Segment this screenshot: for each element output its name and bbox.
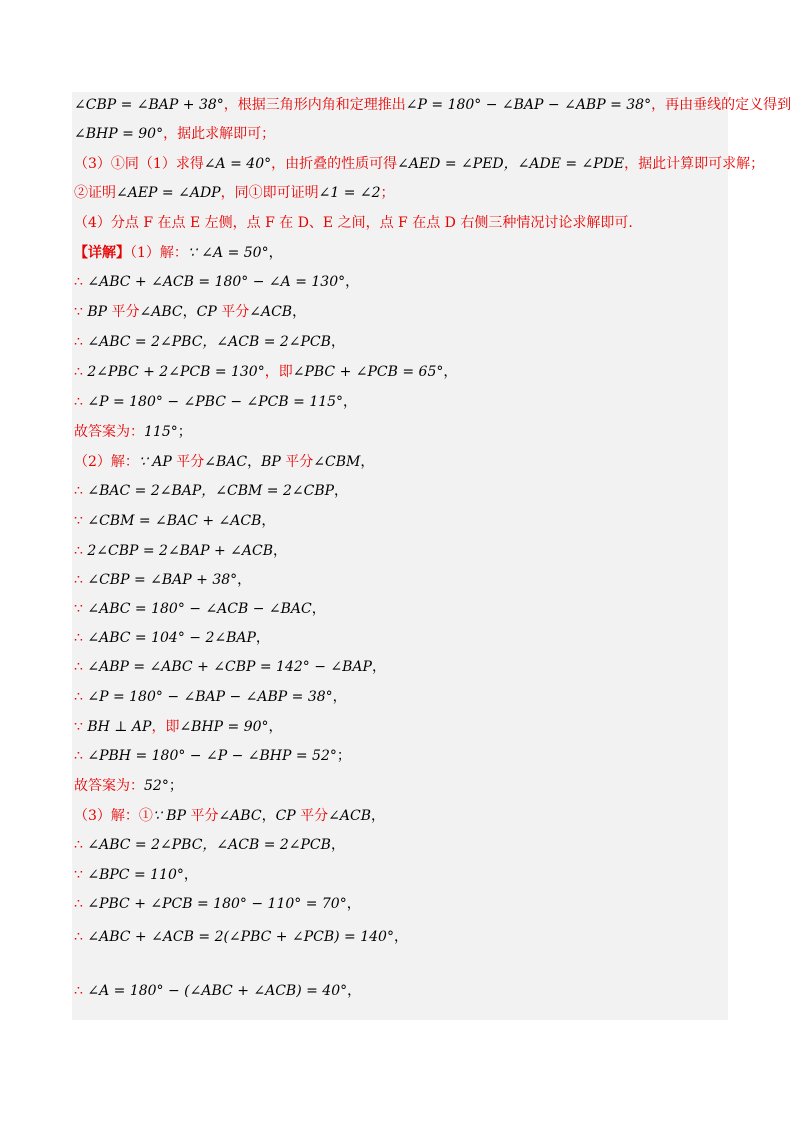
solution-line bbox=[74, 510, 728, 532]
solution-line bbox=[74, 421, 728, 443]
text-segment: ∵ bbox=[74, 867, 88, 883]
solution-line bbox=[74, 569, 728, 591]
solution-line bbox=[74, 480, 728, 502]
math-expression: ∠ABC = 2∠PBC，∠ACB = 2∠PCB bbox=[87, 837, 331, 853]
math-expression: ∠ABC = 2∠PBC，∠ACB = 2∠PCB bbox=[87, 334, 331, 350]
solution-line bbox=[74, 451, 728, 473]
text-segment: ∴ bbox=[74, 630, 88, 646]
solution-line bbox=[74, 540, 728, 562]
math-expression: ∠CBM bbox=[313, 454, 361, 470]
math-expression: ∵ ∠A = 50° bbox=[187, 245, 269, 261]
solution-line bbox=[74, 123, 728, 145]
math-expression: ∠ABC + ∠ACB = 2(∠PBC + ∠PCB) = 140° bbox=[87, 929, 394, 945]
text-segment: （2）解： bbox=[74, 454, 139, 470]
text-segment: ∴ bbox=[74, 274, 88, 290]
text-segment: ∵ bbox=[74, 719, 88, 735]
math-expression: ∠ABC = 180° − ∠ACB − ∠BAC bbox=[87, 601, 312, 617]
text-segment: ∴ bbox=[74, 837, 88, 853]
math-expression: ∠ABP = ∠ABC + ∠CBP = 142° − ∠BAP bbox=[87, 659, 372, 675]
text-segment: ∴ bbox=[74, 659, 88, 675]
solution-line bbox=[74, 980, 728, 1002]
text-segment: ，即 bbox=[151, 719, 180, 735]
text-segment: ， bbox=[334, 483, 349, 499]
text-segment: ，根据三角形内角和定理推出 bbox=[223, 97, 406, 113]
math-expression: ∠ABC + ∠ACB = 180° − ∠A = 130° bbox=[87, 274, 346, 290]
math-expression: ∠CBP = ∠BAP + 38° bbox=[74, 97, 224, 113]
text-segment: ∴ bbox=[74, 689, 88, 705]
solution-line bbox=[74, 745, 728, 767]
math-expression: ∠PBC + ∠PCB = 65° bbox=[292, 364, 444, 380]
math-expression: BP bbox=[87, 304, 108, 320]
math-expression: ∠PBC + ∠PCB = 180° − 110° = 70° bbox=[87, 896, 347, 912]
math-expression: ∠1 = ∠2 bbox=[318, 185, 381, 201]
text-segment: ， bbox=[371, 659, 386, 675]
text-segment: ∴ bbox=[74, 334, 88, 350]
text-segment: ， bbox=[393, 929, 408, 945]
solution-line bbox=[74, 361, 728, 383]
text-segment: ∴ bbox=[74, 483, 88, 499]
math-expression: ∠BHP = 90° bbox=[74, 126, 164, 142]
solution-line bbox=[74, 656, 728, 678]
text-segment: ， bbox=[330, 334, 345, 350]
solution-line bbox=[74, 686, 728, 708]
text-segment: ∴ bbox=[74, 983, 88, 999]
text-segment: ， bbox=[255, 630, 270, 646]
solution-line bbox=[74, 182, 728, 204]
text-segment: ， bbox=[261, 808, 276, 824]
solution-line bbox=[74, 805, 728, 827]
text-segment: 平分 bbox=[107, 304, 140, 320]
math-expression: ∠BAC bbox=[204, 454, 248, 470]
solution-line bbox=[74, 716, 728, 738]
math-expression: ∠P = 180° − ∠BAP − ∠ABP = 38° bbox=[405, 97, 652, 113]
text-segment: 平分 bbox=[171, 454, 205, 470]
text-segment: ， bbox=[330, 837, 345, 853]
text-segment: 故答案为： bbox=[74, 778, 144, 794]
solution-line bbox=[74, 153, 765, 175]
text-segment: ， bbox=[292, 304, 307, 320]
text-segment: （3）①同（1）求得 bbox=[74, 156, 204, 172]
text-segment: ∴ bbox=[74, 929, 88, 945]
math-expression: ∠ABC bbox=[139, 304, 183, 320]
text-segment: （4）分点 F 在点 E 左侧，点 F 在 D、E 之间，点 F 在点 D 右侧三种情况讨论求解即可. bbox=[74, 215, 633, 231]
text-segment: ， bbox=[311, 601, 326, 617]
math-expression: BP bbox=[261, 454, 281, 470]
solution-line bbox=[74, 775, 728, 797]
text-segment: 故答案为： bbox=[74, 424, 144, 440]
text-segment: ，由折叠的性质可得 bbox=[271, 156, 398, 172]
text-segment: ， bbox=[182, 304, 197, 320]
solution-line bbox=[74, 212, 728, 234]
text-segment: ； bbox=[336, 748, 351, 764]
math-expression: ∠BPC = 110° bbox=[87, 867, 184, 883]
solution-line bbox=[74, 331, 728, 353]
solution-line bbox=[74, 893, 728, 915]
text-segment: ，同①即可证明 bbox=[220, 185, 319, 201]
solution-line bbox=[74, 391, 728, 413]
math-expression: ∠ACB bbox=[249, 304, 293, 320]
solution-line bbox=[74, 242, 728, 264]
text-segment: ； bbox=[177, 424, 192, 440]
text-segment: ， bbox=[261, 513, 276, 529]
math-expression: ∠A = 40° bbox=[203, 156, 272, 172]
text-segment: ②证明 bbox=[74, 185, 116, 201]
text-segment: ， bbox=[237, 572, 252, 588]
text-segment: ∴ bbox=[74, 748, 88, 764]
math-expression: 2∠CBP = 2∠BAP + ∠ACB bbox=[87, 543, 273, 559]
text-segment: ， bbox=[346, 896, 361, 912]
math-expression: CP bbox=[275, 808, 296, 824]
math-expression: ∠A = 180° − (∠ABC + ∠ACB) = 40° bbox=[87, 983, 348, 999]
solution-line bbox=[74, 834, 728, 856]
text-segment: 平分 bbox=[295, 808, 329, 824]
math-expression: 2∠PBC + 2∠PCB = 130° bbox=[87, 364, 265, 380]
math-expression: ∠AED = ∠PED，∠ADE = ∠PDE bbox=[397, 156, 625, 172]
math-expression: ∵ BP bbox=[152, 808, 186, 824]
math-expression: ∠ABC = 104° − 2∠BAP bbox=[87, 630, 256, 646]
text-segment: ， bbox=[332, 689, 347, 705]
text-segment: ，再由垂线的定义得到 bbox=[651, 97, 792, 113]
text-segment: ， bbox=[268, 245, 283, 261]
math-expression: ∠BAC = 2∠BAP，∠CBM = 2∠CBP bbox=[87, 483, 335, 499]
solution-line bbox=[74, 271, 728, 293]
text-segment: ， bbox=[360, 454, 375, 470]
math-expression: 115° bbox=[144, 424, 178, 440]
solution-line bbox=[74, 864, 728, 886]
text-segment: ； bbox=[380, 185, 395, 201]
text-segment: 平分 bbox=[186, 808, 219, 824]
text-segment: ， bbox=[272, 543, 287, 559]
text-segment: ，据此计算即可求解； bbox=[624, 156, 765, 172]
text-segment: ， bbox=[268, 719, 283, 735]
math-expression: 52° bbox=[144, 778, 169, 794]
math-expression: ∠CBM = ∠BAC + ∠ACB bbox=[87, 513, 262, 529]
solution-line bbox=[74, 598, 728, 620]
text-segment: ，即 bbox=[264, 364, 293, 380]
text-segment: ∴ bbox=[74, 364, 88, 380]
math-expression: ∠ABC bbox=[218, 808, 262, 824]
text-segment: ，据此求解即可； bbox=[163, 126, 276, 142]
text-segment: ， bbox=[247, 454, 262, 470]
text-segment: （3）解：① bbox=[74, 808, 153, 824]
text-segment: ， bbox=[371, 808, 385, 824]
text-segment: ∴ bbox=[74, 896, 88, 912]
math-expression: BH ⊥ AP bbox=[87, 719, 152, 735]
text-segment: ， bbox=[347, 983, 362, 999]
math-expression: ∠P = 180° − ∠PBC − ∠PCB = 115° bbox=[87, 394, 344, 410]
text-segment: ∵ bbox=[74, 513, 88, 529]
text-segment: ， bbox=[443, 364, 458, 380]
math-expression: ∠AEP = ∠ADP bbox=[116, 185, 221, 201]
solution-line bbox=[74, 926, 728, 948]
text-segment: ； bbox=[168, 778, 183, 794]
math-expression: CP bbox=[196, 304, 217, 320]
text-segment: （1）解： bbox=[130, 245, 188, 261]
text-segment: ， bbox=[345, 274, 360, 290]
math-expression: ∠BHP = 90° bbox=[179, 719, 269, 735]
solution-line bbox=[74, 301, 728, 323]
solution-line bbox=[74, 94, 792, 116]
text-segment: ∴ bbox=[74, 572, 88, 588]
text-segment: 【详解】 bbox=[74, 245, 130, 261]
text-segment: 平分 bbox=[216, 304, 250, 320]
text-segment: ， bbox=[183, 867, 198, 883]
text-segment: 平分 bbox=[280, 454, 314, 470]
math-expression: ∠PBH = 180° − ∠P − ∠BHP = 52° bbox=[87, 748, 337, 764]
text-segment: ， bbox=[343, 394, 358, 410]
math-expression: ∠CBP = ∠BAP + 38° bbox=[87, 572, 238, 588]
text-segment: ∴ bbox=[74, 543, 88, 559]
math-expression: ∠P = 180° − ∠BAP − ∠ABP = 38° bbox=[87, 689, 333, 705]
text-segment: ∵ bbox=[74, 601, 88, 617]
text-segment: ∴ bbox=[74, 394, 88, 410]
math-expression: ∵ AP bbox=[138, 454, 172, 470]
text-segment: ∵ bbox=[74, 304, 88, 320]
solution-line bbox=[74, 627, 728, 649]
math-expression: ∠ACB bbox=[328, 808, 371, 824]
